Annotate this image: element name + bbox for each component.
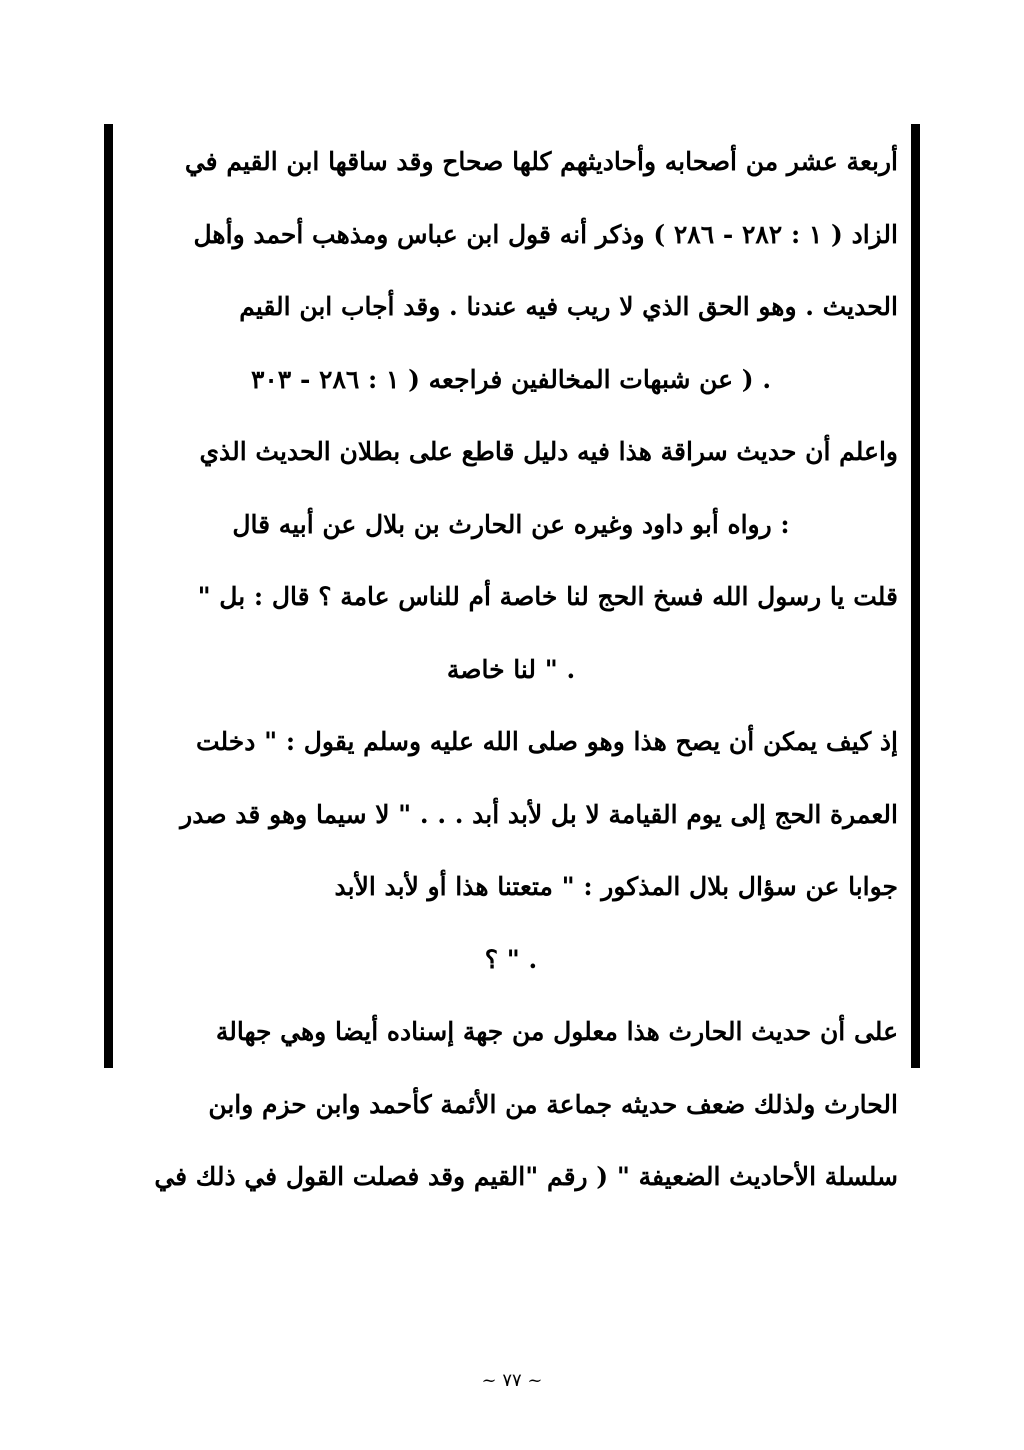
text-line: قلت يا رسول الله فسخ الحج لنا خاصة أم للناس عامة ؟ قال : بل " [197,582,898,611]
text-line: إذ كيف يمكن أن يصح هذا وهو صلى الله عليه وسلم يقول : " دخلت [195,727,898,756]
text-line: الزاد ( ١ : ٢٨٢ - ٢٨٦ ) وذكر أنه قول ابن عباس ومذهب أحمد وأهل [193,219,898,249]
right-border-rule [911,124,920,1068]
text-line: . " ؟ [484,944,538,974]
text-line: جوابا عن سؤال بلال المذكور : " متعتنا هذا أو لأبد الأبد [334,872,898,901]
text-line: على أن حديث الحارث هذا معلول من جهة إسناده أيضا وهي جهالة [215,1017,898,1046]
text-line: . " لنا خاصة [446,654,576,684]
text-line: واعلم أن حديث سراقة هذا فيه دليل قاطع على بطلان الحديث الذي [199,437,898,466]
text-line: أربعة عشر من أصحابه وأحاديثهم كلها صحاح وقد ساقها ابن القيم في [184,147,898,176]
text-line: الحارث ولذلك ضعف حديثه جماعة من الأئمة كأحمد وابن حزم وابن [208,1089,898,1119]
text-line: العمرة الحج إلى يوم القيامة لا بل لأبد أبد . . . " لا سيما وهو قد صدر [180,799,898,829]
text-line: : رواه أبو داود وغيره عن الحارث بن بلال عن أبيه قال [232,509,790,539]
text-line: سلسلة الأحاديث الضعيفة " ( رقم "القيم وقد فصلت القول في ذلك في [154,1162,898,1191]
left-border-rule [104,124,113,1068]
page-number: ~ ٧٧ ~ [481,1370,543,1391]
text-line: الحديث . وهو الحق الذي لا ريب فيه عندنا . وقد أجاب ابن القيم [239,292,898,321]
text-line: . ( عن شبهات المخالفين فراجعه ( ١ : ٢٨٦ - ٣٠٣ [250,364,772,394]
body-text [124,126,898,1214]
